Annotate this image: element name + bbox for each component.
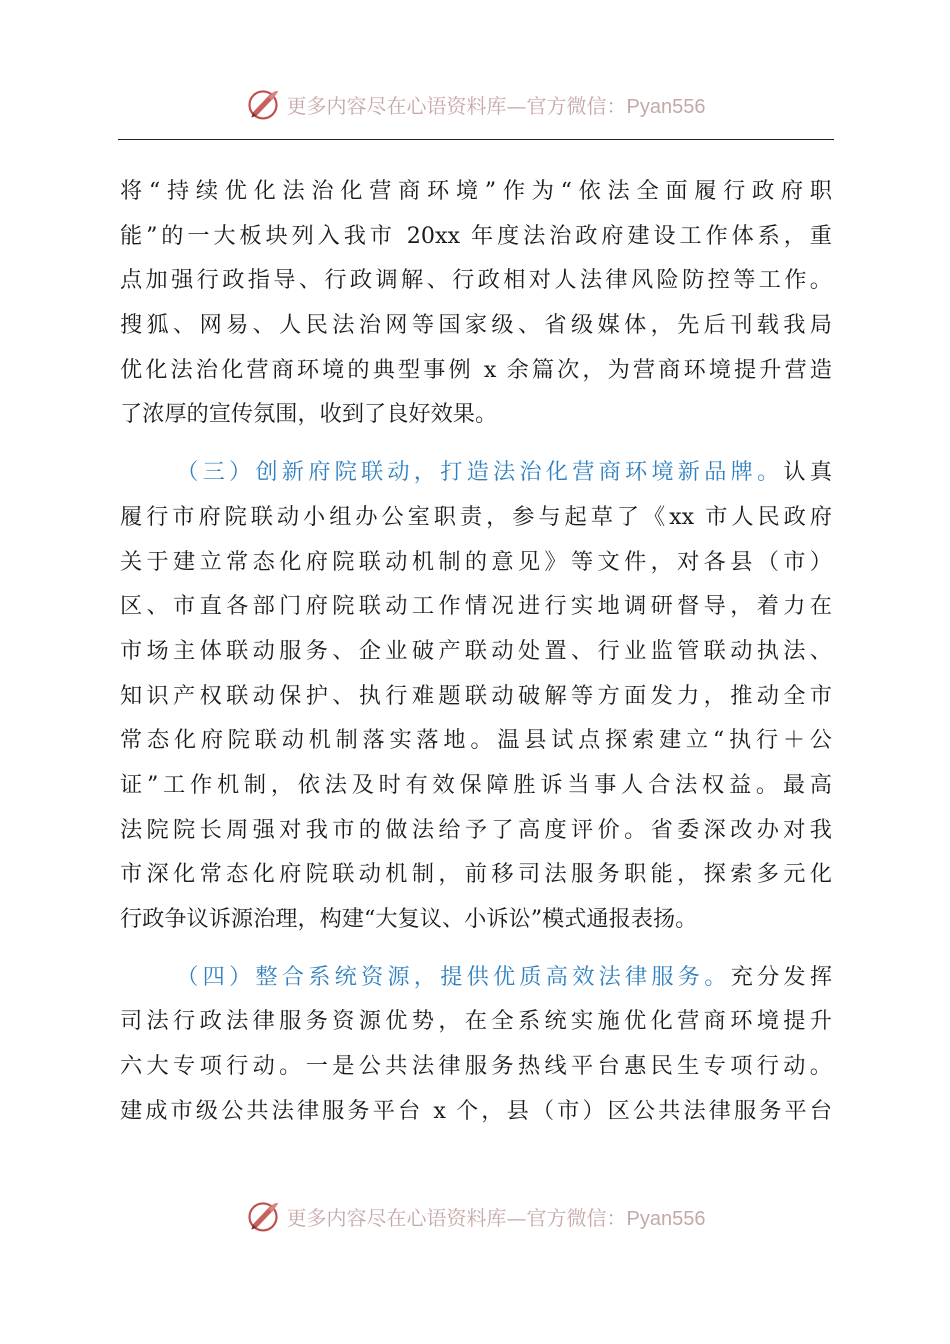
header-divider — [118, 139, 834, 140]
pen-circle-logo-icon — [245, 86, 281, 122]
footer-watermark — [0, 1196, 950, 1236]
pen-circle-logo-icon — [245, 1198, 281, 1234]
text-line: 搜狐、网易、人民法治网等国家级、省级媒体，先后刊载我局 — [120, 312, 832, 339]
text-line: 优化法治化营商环境的典型事例 x 余篇次，为营商环境提升营造 — [120, 356, 832, 383]
watermark-text: 更多内容尽在心语资料库—官方微信：Pyan556 — [286, 1205, 706, 1230]
text-line: 关于建立常态化府院联动机制的意见》等文件，对各县（市） — [120, 548, 832, 575]
paragraph — [120, 169, 832, 437]
text-line: 能”的一大板块列入我市 20xx 年度法治政府建设工作体系，重 — [120, 222, 832, 249]
text-line: 常态化府院联动机制落实落地。温县试点探索建立“执行＋公 — [120, 727, 832, 754]
text-line: 市场主体联动服务、企业破产联动处置、行业监管联动执法、 — [120, 637, 832, 664]
text-line: 建成市级公共法律服务平台 x 个，县（市）区公共法律服务平台 — [120, 1097, 832, 1124]
section-heading: （四）整合系统资源，提供优质高效法律服务。 — [172, 963, 731, 990]
document-body — [120, 169, 832, 1133]
text-line: （三）创新府院联动，打造法治化营商环境新品牌。认真 — [172, 459, 832, 486]
text-line: （四）整合系统资源，提供优质高效法律服务。充分发挥 — [172, 963, 832, 990]
section-heading: （三）创新府院联动，打造法治化营商环境新品牌。 — [172, 459, 784, 486]
header-watermark — [0, 84, 950, 124]
text-line: 了浓厚的宣传氛围，收到了良好效果。 — [120, 401, 498, 428]
text-line: 行政争议诉源治理，构建“大复议、小诉讼”模式通报表扬。 — [120, 906, 698, 932]
text-line: 证”工作机制，依法及时有效保障胜诉当事人合法权益。最高 — [120, 771, 832, 798]
text-line: 市深化常态化府院联动机制，前移司法服务职能，探索多元化 — [120, 861, 832, 888]
text-line: 点加强行政指导、行政调解、行政相对人法律风险防控等工作。 — [120, 267, 832, 294]
paragraph — [120, 955, 832, 1134]
watermark-text: 更多内容尽在心语资料库—官方微信：Pyan556 — [286, 93, 706, 118]
text-line: 知识产权联动保护、执行难题联动破解等方面发力，推动全市 — [120, 682, 832, 709]
text-line: 司法行政法律服务资源优势，在全系统实施优化营商环境提升 — [120, 1008, 832, 1035]
text-line: 将“持续优化法治化营商环境”作为“依法全面履行政府职 — [120, 178, 832, 204]
text-line: 法院院长周强对我市的做法给予了高度评价。省委深改办对我 — [120, 816, 832, 843]
text-line: 履行市府院联动小组办公室职责，参与起草了《xx 市人民政府 — [120, 503, 832, 530]
text-line: 区、市直各部门府院联动工作情况进行实地调研督导，着力在 — [120, 593, 832, 620]
text-line: 六大专项行动。一是公共法律服务热线平台惠民生专项行动。 — [120, 1053, 832, 1080]
paragraph — [120, 450, 832, 942]
